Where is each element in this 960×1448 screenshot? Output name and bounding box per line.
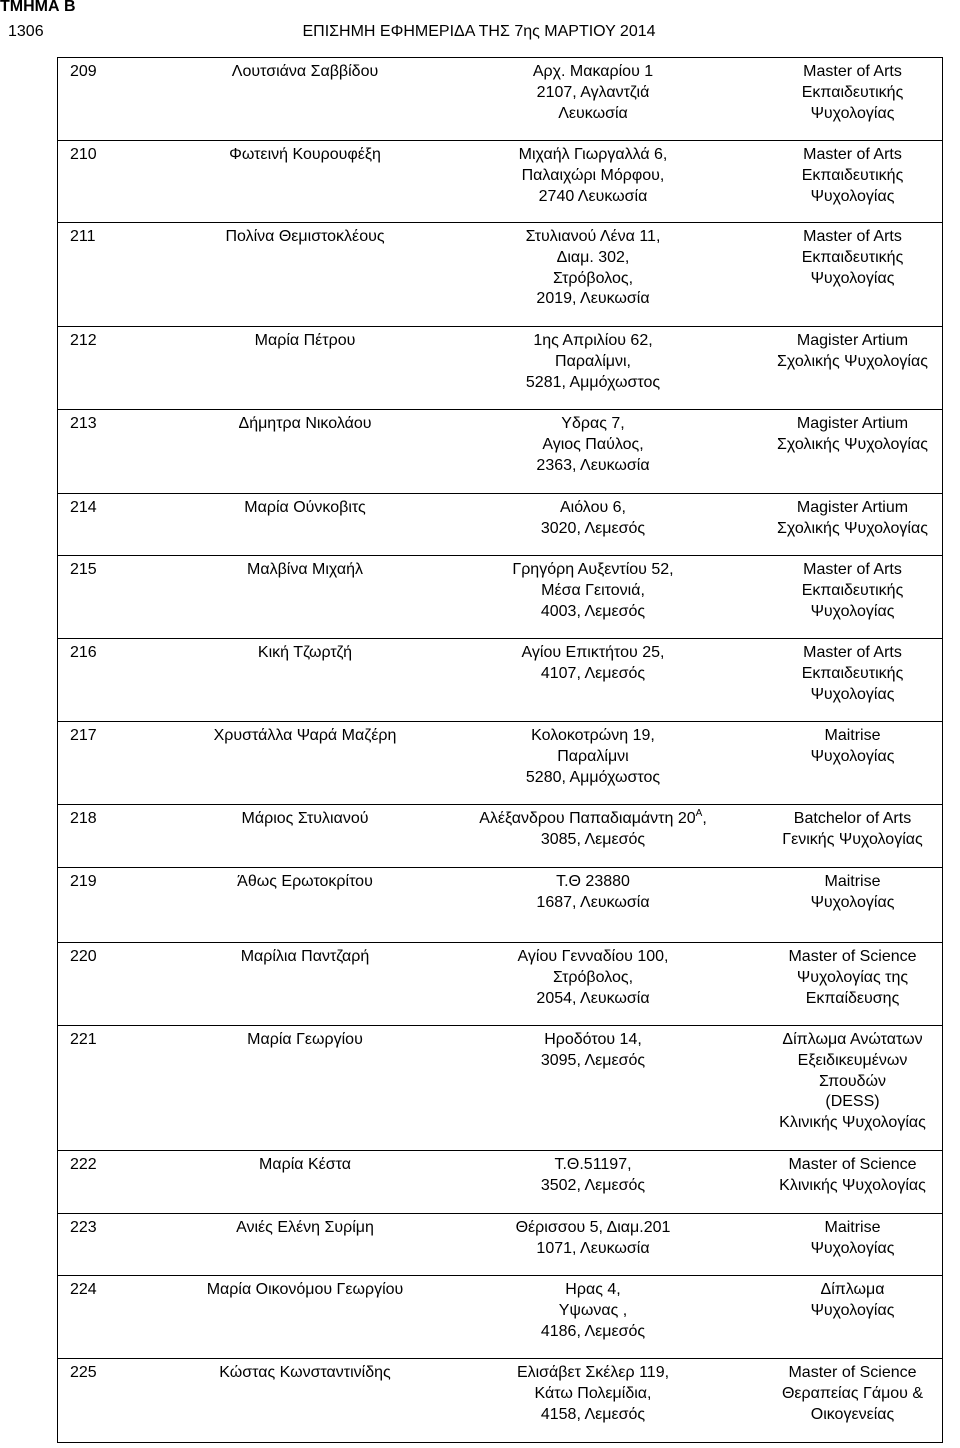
holder-name-cell: Μαλβίνα Μιχαήλ — [246, 561, 364, 578]
table-row — [58, 493, 942, 555]
holder-name-cell: Μαρία Οικονόμου Γεωργίου — [206, 1281, 404, 1298]
entry-number-cell: 225 — [70, 1364, 97, 1381]
holder-address-cell: Θέρισσου 5, Διαμ.201 1071, Λευκωσία — [515, 1219, 671, 1257]
holder-address-cell: Τ.Θ 23880 1687, Λευκωσία — [536, 873, 650, 911]
holder-name-cell: Μαρίλια Παντζαρή — [240, 948, 370, 965]
holder-degree-cell: Master of Science Κλινικής Ψυχολογίας — [779, 1156, 926, 1194]
holder-address-cell: Υδρας 7, Αγιος Παύλος, 2363, Λευκωσία — [536, 415, 650, 474]
holder-name-cell: Μάριος Στυλιανού — [241, 810, 369, 827]
table-row — [58, 140, 942, 222]
entry-number-cell: 222 — [70, 1156, 97, 1173]
entry-number-cell: 221 — [70, 1031, 97, 1048]
holder-degree-cell: Magister Artium Σχολικής Ψυχολογίας — [777, 415, 928, 453]
holder-degree-cell: Master of Science Ψυχολογίας της Εκπαίδευσης — [788, 948, 917, 1007]
table-row — [58, 222, 942, 326]
holder-degree-cell: Δίπλωμα Ανώτατων Εξειδικευμένων Σπουδών (DESS) Κλινικής Ψυχολογίας — [779, 1031, 926, 1132]
holder-address-cell: Ελισάβετ Σκέλερ 119, Κάτω Πολεμίδια, 4158, Λεμεσός — [516, 1364, 670, 1423]
holder-name-cell: Άθως Ερωτοκρίτου — [237, 873, 373, 890]
holder-degree-cell: Magister Artium Σχολικής Ψυχολογίας — [777, 332, 928, 370]
entry-number-cell: 210 — [70, 146, 97, 163]
holder-name-cell: Δήμητρα Νικολάου — [238, 415, 372, 432]
table-row — [58, 326, 942, 409]
holder-address-cell: Τ.Θ.51197, 3502, Λεμεσός — [540, 1156, 646, 1194]
holder-address-cell: Αγίου Γενναδίου 100, Στρόβολος, 2054, Λευκωσία — [517, 948, 669, 1007]
holder-name-cell: Κώστας Κωνσταντινίδης — [219, 1364, 391, 1381]
holder-degree-cell: Maitrise Ψυχολογίας — [810, 1219, 895, 1257]
table-row — [58, 1025, 942, 1150]
holder-degree-cell: Master of Arts Εκπαιδευτικής Ψυχολογίας — [801, 644, 904, 703]
holder-address-cell: 1ης Απριλίου 62, Παραλίμνι, 5281, Αμμόχωστος — [525, 332, 661, 391]
holder-name-cell: Φωτεινή Κουρουφέξη — [229, 146, 381, 163]
entry-number-cell: 220 — [70, 948, 97, 965]
table-row — [58, 409, 942, 493]
table-row — [58, 721, 942, 804]
entry-number-cell: 217 — [70, 727, 97, 744]
entry-number-cell: 214 — [70, 499, 97, 516]
section-title: ΤΜΗΜΑ Β — [0, 0, 76, 15]
holder-address-cell: Στυλιανού Λένα 11, Διαμ. 302, Στρόβολος, 2019, Λευκωσία — [525, 228, 661, 308]
entry-number-cell: 218 — [70, 810, 97, 827]
holder-address-cell: Κολοκοτρώνη 19, Παραλίμνι 5280, Αμμόχωστος — [525, 727, 661, 786]
entry-number-cell: 213 — [70, 415, 97, 432]
entry-number-cell: 215 — [70, 561, 97, 578]
table-row — [58, 1358, 942, 1442]
holder-degree-cell: Maitrise Ψυχολογίας — [810, 873, 895, 911]
address-superscript: Α — [695, 808, 703, 819]
table-row — [58, 555, 942, 638]
registry-table — [57, 57, 943, 1443]
table-row — [58, 804, 942, 867]
table-row — [58, 1213, 942, 1275]
table-row — [58, 942, 942, 1025]
holder-address-cell: Γρηγόρη Αυξεντίου 52, Μέσα Γειτονιά, 4003, Λεμεσός — [512, 561, 674, 620]
holder-degree-cell: Master of Arts Εκπαιδευτικής Ψυχολογίας — [801, 561, 904, 620]
entry-number-cell: 219 — [70, 873, 97, 890]
table-row — [58, 867, 942, 942]
gazette-title: ΕΠΙΣΗΜΗ ΕΦΗΜΕΡΙΔΑ ΤΗΣ 7ης ΜΑΡΤΙΟΥ 2014 — [302, 23, 656, 40]
holder-degree-cell: Magister Artium Σχολικής Ψυχολογίας — [777, 499, 928, 537]
holder-degree-cell: Master of Arts Εκπαιδευτικής Ψυχολογίας — [801, 228, 904, 287]
address-text: Αλέξανδρου Παπαδιαμάντη 20 — [479, 810, 696, 827]
holder-name-cell: Μαρία Πέτρου — [254, 332, 356, 349]
holder-address-cell — [423, 805, 763, 867]
holder-name-cell: Κική Τζωρτζή — [257, 644, 353, 661]
address-text-tail: , 3085, Λεμεσός — [540, 810, 707, 848]
holder-degree-cell: Master of Science Θεραπείας Γάμου & Οικογενείας — [781, 1364, 924, 1423]
holder-address-cell: Αιόλου 6, 3020, Λεμεσός — [540, 499, 646, 537]
entry-number-cell: 212 — [70, 332, 97, 349]
table-row — [58, 58, 942, 140]
entry-number-cell: 224 — [70, 1281, 97, 1298]
holder-name-cell: Χρυστάλλα Ψαρά Μαζέρη — [213, 727, 397, 744]
holder-name-cell: Λουτσιάνα Σαββίδου — [231, 63, 379, 80]
holder-degree-cell: Maitrise Ψυχολογίας — [810, 727, 895, 765]
table-row — [58, 1150, 942, 1213]
holder-name-cell: Μαρία Ούνκοβιτς — [244, 499, 366, 516]
holder-address-cell: Αρχ. Μακαρίου 1 2107, Αγλαντζιά Λευκωσία — [532, 63, 654, 122]
holder-degree-cell: Batchelor of Arts Γενικής Ψυχολογίας — [782, 810, 923, 848]
entry-number-cell: 209 — [70, 63, 97, 80]
holder-address-cell: Ηροδότου 14, 3095, Λεμεσός — [540, 1031, 646, 1069]
holder-degree-cell: Master of Arts Εκπαιδευτικής Ψυχολογίας — [801, 63, 904, 122]
page-number: 1306 — [8, 23, 44, 40]
holder-address-cell: Μιχαήλ Γιωργαλλά 6, Παλαιχώρι Μόρφου, 2740 Λευκωσία — [518, 146, 668, 205]
holder-name-cell: Ανιές Ελένη Συρίμη — [236, 1219, 374, 1236]
table-row — [58, 638, 942, 721]
holder-degree-cell: Master of Arts Εκπαιδευτικής Ψυχολογίας — [801, 146, 904, 205]
holder-name-cell: Μαρία Κέστα — [259, 1156, 351, 1173]
holder-degree-cell: Δίπλωμα Ψυχολογίας — [810, 1281, 895, 1319]
entry-number-cell: 223 — [70, 1219, 97, 1236]
entry-number-cell: 211 — [70, 228, 96, 245]
holder-address-cell: Αγίου Επικτήτου 25, 4107, Λεμεσός — [521, 644, 665, 682]
holder-name-cell: Μαρία Γεωργίου — [247, 1031, 363, 1048]
table-row — [58, 1275, 942, 1358]
entry-number-cell: 216 — [70, 644, 97, 661]
holder-address-cell: Ηρας 4, Υψωνας , 4186, Λεμεσός — [540, 1281, 646, 1340]
holder-name-cell: Πολίνα Θεμιστοκλέους — [225, 228, 385, 245]
